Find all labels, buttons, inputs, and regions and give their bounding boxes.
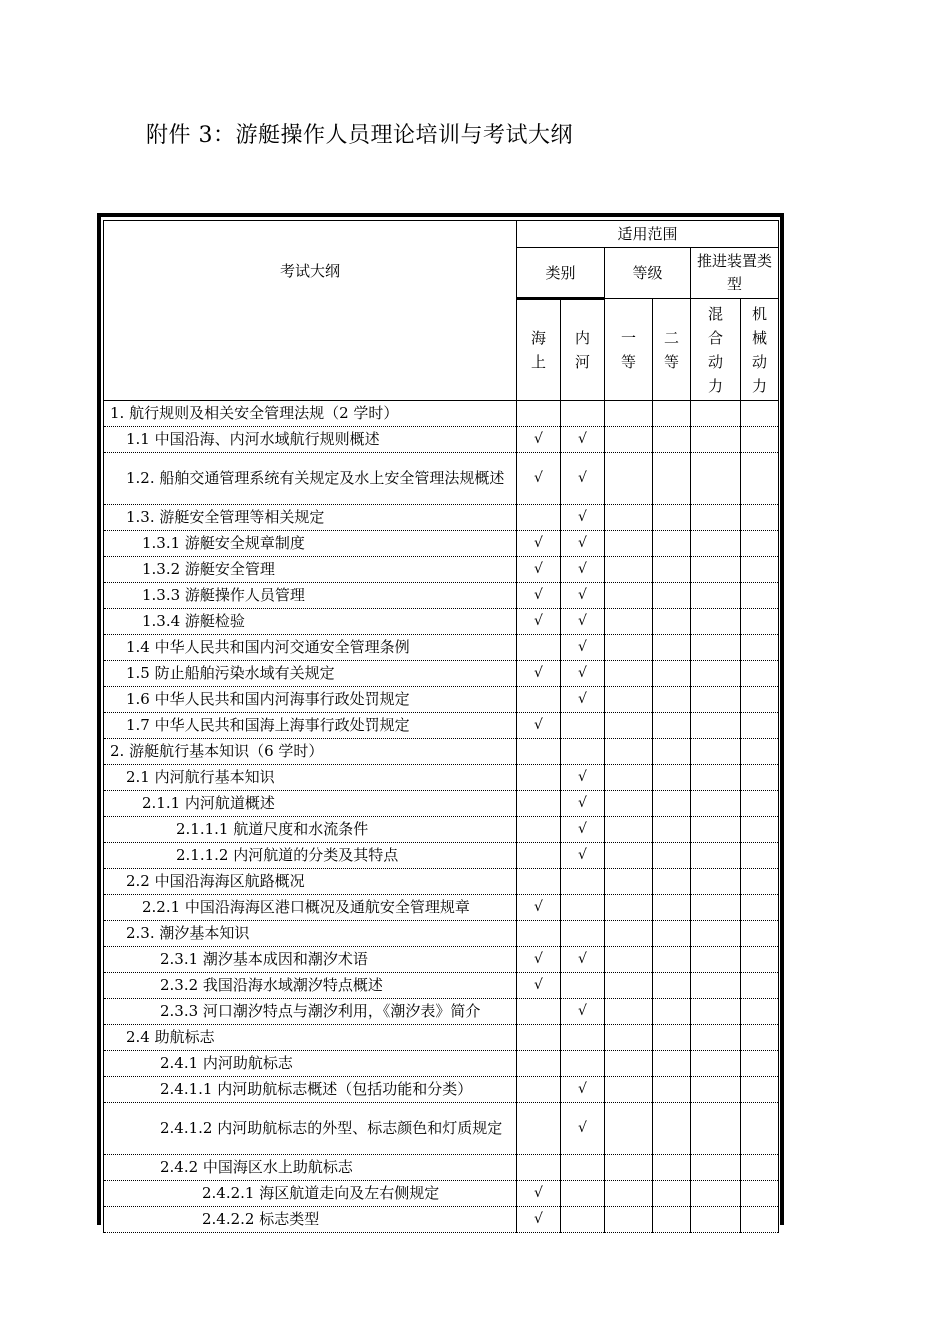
- second-cell: [653, 609, 691, 635]
- second-cell: [653, 687, 691, 713]
- sea-cell: [517, 661, 561, 687]
- row-label: 2.1 内河航行基本知识: [104, 765, 517, 791]
- mechanical-cell: [741, 765, 779, 791]
- river-cell: [561, 1207, 605, 1233]
- table-row: [104, 583, 779, 609]
- row-label: 2.3.3 河口潮汐特点与潮汐利用，《潮汐表》简介: [104, 999, 517, 1025]
- table-row: [104, 817, 779, 843]
- river-cell: [561, 687, 605, 713]
- river-cell: [561, 973, 605, 999]
- table-row: [104, 1207, 779, 1233]
- hybrid-cell: [691, 453, 741, 505]
- river-cell: [561, 1181, 605, 1207]
- first-cell: [605, 401, 653, 427]
- table-row: [104, 1103, 779, 1155]
- hybrid-cell: [691, 1181, 741, 1207]
- hybrid-cell: [691, 973, 741, 999]
- row-label: 1.3.3 游艇操作人员管理: [104, 583, 517, 609]
- row-label: 2.4.2 中国海区水上助航标志: [104, 1155, 517, 1181]
- first-cell: [605, 973, 653, 999]
- row-label: 2.2 中国沿海海区航路概况: [104, 869, 517, 895]
- row-label: 1.5 防止船舶污染水域有关规定: [104, 661, 517, 687]
- row-label: 2.1.1.2 内河航道的分类及其特点: [104, 843, 517, 869]
- table-row: [104, 947, 779, 973]
- hybrid-cell: [691, 739, 741, 765]
- hybrid-cell: [691, 609, 741, 635]
- row-label: 2.2.1 中国沿海海区港口概况及通航安全管理规章: [104, 895, 517, 921]
- mechanical-header: [741, 299, 779, 401]
- sea-cell: [517, 1155, 561, 1181]
- check-mark: √: [534, 613, 543, 629]
- mechanical-cell: [741, 869, 779, 895]
- first-cell: [605, 1103, 653, 1155]
- mechanical-cell: [741, 661, 779, 687]
- hybrid-cell: [691, 557, 741, 583]
- row-label: 1.6 中华人民共和国内河海事行政处罚规定: [104, 687, 517, 713]
- first-cell: [605, 895, 653, 921]
- sea-cell: [517, 635, 561, 661]
- mechanical-cell: [741, 713, 779, 739]
- first-cell: [605, 1077, 653, 1103]
- row-label: 2.4.2.1 海区航道走向及左右侧规定: [104, 1181, 517, 1207]
- first-cell: [605, 739, 653, 765]
- second-cell: [653, 661, 691, 687]
- first-cell: [605, 713, 653, 739]
- table-row: [104, 1155, 779, 1181]
- row-label: 1.3. 游艇安全管理等相关规定: [104, 505, 517, 531]
- hybrid-cell: [691, 1155, 741, 1181]
- second-cell: [653, 843, 691, 869]
- river-cell: [561, 609, 605, 635]
- second-cell: [653, 791, 691, 817]
- table-row: [104, 531, 779, 557]
- hybrid-cell: [691, 817, 741, 843]
- mechanical-cell: [741, 1077, 779, 1103]
- row-label: 2.1.1 内河航道概述: [104, 791, 517, 817]
- category-header: 类别: [517, 248, 605, 299]
- first-cell: [605, 869, 653, 895]
- check-mark: √: [534, 977, 543, 993]
- sea-header-text: 海 上: [530, 329, 546, 371]
- sea-cell: [517, 583, 561, 609]
- mechanical-cell: [741, 453, 779, 505]
- check-mark: √: [578, 665, 587, 681]
- row-label: 2. 游艇航行基本知识（6 学时）: [104, 739, 517, 765]
- river-cell: [561, 1077, 605, 1103]
- first-cell: [605, 1181, 653, 1207]
- mechanical-cell: [741, 1155, 779, 1181]
- hybrid-cell: [691, 843, 741, 869]
- hybrid-cell: [691, 1077, 741, 1103]
- sea-header: [517, 299, 561, 401]
- first-cell: [605, 531, 653, 557]
- sea-cell: [517, 1103, 561, 1155]
- check-mark: √: [578, 951, 587, 967]
- check-mark: √: [534, 561, 543, 577]
- hybrid-cell: [691, 869, 741, 895]
- row-label: 1. 航行规则及相关安全管理法规（2 学时）: [104, 401, 517, 427]
- second-cell: [653, 713, 691, 739]
- page-title: 附件 3：游艇操作人员理论培训与考试大纲: [146, 123, 573, 148]
- check-mark: √: [534, 535, 543, 551]
- second-cell: [653, 635, 691, 661]
- mechanical-cell: [741, 583, 779, 609]
- second-cell: [653, 765, 691, 791]
- second-cell: [653, 1207, 691, 1233]
- sea-cell: [517, 531, 561, 557]
- row-label: 1.3.1 游艇安全规章制度: [104, 531, 517, 557]
- mechanical-cell: [741, 739, 779, 765]
- check-mark: √: [578, 795, 587, 811]
- table-row: [104, 401, 779, 427]
- mechanical-cell: [741, 1181, 779, 1207]
- check-mark: √: [534, 431, 543, 447]
- check-mark: √: [534, 1185, 543, 1201]
- mechanical-cell: [741, 1103, 779, 1155]
- hybrid-cell: [691, 999, 741, 1025]
- table-row: [104, 635, 779, 661]
- row-label: 2.3.1 潮汐基本成因和潮汐术语: [104, 947, 517, 973]
- sea-cell: [517, 1181, 561, 1207]
- mechanical-cell: [741, 921, 779, 947]
- table-row: [104, 557, 779, 583]
- sea-cell: [517, 1051, 561, 1077]
- first-cell: [605, 843, 653, 869]
- row-label: 1.3.2 游艇安全管理: [104, 557, 517, 583]
- table-row: [104, 505, 779, 531]
- table-row: [104, 713, 779, 739]
- sea-cell: [517, 817, 561, 843]
- table-row: [104, 921, 779, 947]
- hybrid-header-text: 混 合 动 力: [707, 304, 723, 395]
- river-cell: [561, 739, 605, 765]
- first-cell: [605, 791, 653, 817]
- second-cell: [653, 1181, 691, 1207]
- first-cell: [605, 765, 653, 791]
- check-mark: √: [534, 665, 543, 681]
- check-mark: √: [578, 587, 587, 603]
- river-header: [561, 299, 605, 401]
- second-cell: [653, 505, 691, 531]
- river-cell: [561, 583, 605, 609]
- row-label: 2.4.1.1 内河助航标志概述（包括功能和分类）: [104, 1077, 517, 1103]
- sea-cell: [517, 765, 561, 791]
- hybrid-cell: [691, 687, 741, 713]
- second-cell: [653, 921, 691, 947]
- second-cell: [653, 453, 691, 505]
- second-cell: [653, 947, 691, 973]
- first-cell: [605, 687, 653, 713]
- table-row: [104, 869, 779, 895]
- mechanical-cell: [741, 817, 779, 843]
- check-mark: √: [534, 899, 543, 915]
- check-mark: √: [534, 587, 543, 603]
- table-row: [104, 1077, 779, 1103]
- mechanical-cell: [741, 427, 779, 453]
- first-cell: [605, 1051, 653, 1077]
- mechanical-cell: [741, 531, 779, 557]
- second-cell: [653, 999, 691, 1025]
- sea-cell: [517, 609, 561, 635]
- sea-cell: [517, 791, 561, 817]
- hybrid-cell: [691, 427, 741, 453]
- table-row: [104, 609, 779, 635]
- second-cell: [653, 1051, 691, 1077]
- mechanical-header-text: 机 械 动 力: [751, 304, 767, 395]
- check-mark: √: [578, 470, 587, 486]
- sea-cell: [517, 999, 561, 1025]
- mechanical-cell: [741, 1025, 779, 1051]
- river-cell: [561, 531, 605, 557]
- hybrid-cell: [691, 1207, 741, 1233]
- second-cell: [653, 427, 691, 453]
- check-mark: √: [578, 535, 587, 551]
- second-cell: [653, 531, 691, 557]
- mechanical-cell: [741, 557, 779, 583]
- mechanical-cell: [741, 609, 779, 635]
- first-cell: [605, 557, 653, 583]
- sea-cell: [517, 453, 561, 505]
- sea-cell: [517, 1077, 561, 1103]
- table-row: [104, 999, 779, 1025]
- sea-cell: [517, 401, 561, 427]
- check-mark: √: [534, 717, 543, 733]
- check-mark: √: [578, 769, 587, 785]
- outline-header: 考试大纲: [104, 221, 517, 401]
- table-row: [104, 791, 779, 817]
- mechanical-cell: [741, 947, 779, 973]
- first-header-text: 一 等: [620, 328, 636, 371]
- hybrid-cell: [691, 765, 741, 791]
- check-mark: √: [534, 470, 543, 486]
- check-mark: √: [534, 951, 543, 967]
- hybrid-header: [691, 299, 741, 401]
- mechanical-cell: [741, 1051, 779, 1077]
- river-cell: [561, 661, 605, 687]
- mechanical-cell: [741, 843, 779, 869]
- first-cell: [605, 1207, 653, 1233]
- river-cell: [561, 895, 605, 921]
- first-cell: [605, 661, 653, 687]
- check-mark: √: [578, 821, 587, 837]
- river-cell: [561, 427, 605, 453]
- river-cell: [561, 505, 605, 531]
- river-cell: [561, 1051, 605, 1077]
- mechanical-cell: [741, 973, 779, 999]
- row-label: 2.3. 潮汐基本知识: [104, 921, 517, 947]
- first-cell: [605, 817, 653, 843]
- first-cell: [605, 999, 653, 1025]
- hybrid-cell: [691, 1103, 741, 1155]
- hybrid-cell: [691, 895, 741, 921]
- river-cell: [561, 635, 605, 661]
- mechanical-cell: [741, 791, 779, 817]
- table-row: [104, 453, 779, 505]
- first-cell: [605, 1025, 653, 1051]
- sea-cell: [517, 687, 561, 713]
- river-cell: [561, 453, 605, 505]
- second-cell: [653, 817, 691, 843]
- mechanical-cell: [741, 999, 779, 1025]
- row-label: 2.4.1.2 内河助航标志的外型、标志颜色和灯质规定: [104, 1103, 517, 1155]
- row-label: 2.1.1.1 航道尺度和水流条件: [104, 817, 517, 843]
- hybrid-cell: [691, 947, 741, 973]
- table-row: [104, 973, 779, 999]
- propulsion-header: [691, 248, 779, 299]
- check-mark: √: [578, 509, 587, 525]
- hybrid-cell: [691, 661, 741, 687]
- first-cell: [605, 427, 653, 453]
- sea-cell: [517, 843, 561, 869]
- sea-cell: [517, 947, 561, 973]
- propulsion-header-text: 推进装置类型: [697, 252, 773, 293]
- river-header-text: 内 河: [574, 329, 590, 371]
- hybrid-cell: [691, 505, 741, 531]
- river-cell: [561, 557, 605, 583]
- second-cell: [653, 1077, 691, 1103]
- row-label: 1.2. 船舶交通管理系统有关规定及水上安全管理法规概述: [104, 453, 517, 505]
- check-mark: √: [534, 1211, 543, 1227]
- second-cell: [653, 1103, 691, 1155]
- river-cell: [561, 947, 605, 973]
- table-row: [104, 1181, 779, 1207]
- sea-cell: [517, 895, 561, 921]
- mechanical-cell: [741, 635, 779, 661]
- scope-header: 适用范围: [517, 221, 779, 248]
- row-label: 1.1 中国沿海、内河水域航行规则概述: [104, 427, 517, 453]
- first-cell: [605, 1155, 653, 1181]
- first-cell: [605, 635, 653, 661]
- check-mark: √: [578, 613, 587, 629]
- mechanical-cell: [741, 505, 779, 531]
- row-label: 2.4.2.2 标志类型: [104, 1207, 517, 1233]
- check-mark: √: [578, 431, 587, 447]
- check-mark: √: [578, 847, 587, 863]
- sea-cell: [517, 713, 561, 739]
- row-label: 1.7 中华人民共和国海上海事行政处罚规定: [104, 713, 517, 739]
- hybrid-cell: [691, 791, 741, 817]
- second-cell: [653, 1025, 691, 1051]
- hybrid-cell: [691, 583, 741, 609]
- river-cell: [561, 1155, 605, 1181]
- river-cell: [561, 1025, 605, 1051]
- sea-cell: [517, 739, 561, 765]
- first-cell: [605, 583, 653, 609]
- river-cell: [561, 999, 605, 1025]
- table-row: [104, 843, 779, 869]
- hybrid-cell: [691, 531, 741, 557]
- hybrid-cell: [691, 635, 741, 661]
- check-mark: √: [578, 561, 587, 577]
- river-cell: [561, 843, 605, 869]
- sea-cell: [517, 557, 561, 583]
- check-mark: √: [578, 691, 587, 707]
- first-cell: [605, 947, 653, 973]
- table-row: [104, 1025, 779, 1051]
- first-header: [605, 299, 653, 401]
- row-label: 1.4 中华人民共和国内河交通安全管理条例: [104, 635, 517, 661]
- table-row: [104, 765, 779, 791]
- river-cell: [561, 1103, 605, 1155]
- second-header: [653, 299, 691, 401]
- check-mark: √: [578, 1081, 587, 1097]
- table-row: [104, 427, 779, 453]
- table-row: [104, 895, 779, 921]
- hybrid-cell: [691, 1051, 741, 1077]
- sea-cell: [517, 973, 561, 999]
- first-cell: [605, 921, 653, 947]
- sea-cell: [517, 1025, 561, 1051]
- second-cell: [653, 869, 691, 895]
- check-mark: √: [578, 639, 587, 655]
- first-cell: [605, 505, 653, 531]
- river-cell: [561, 401, 605, 427]
- river-cell: [561, 713, 605, 739]
- check-mark: √: [578, 1003, 587, 1019]
- grade-header: 等级: [605, 248, 691, 299]
- row-label: 2.4 助航标志: [104, 1025, 517, 1051]
- second-cell: [653, 583, 691, 609]
- row-label: 1.3.4 游艇检验: [104, 609, 517, 635]
- second-header-text: 二 等: [663, 328, 679, 371]
- river-cell: [561, 869, 605, 895]
- hybrid-cell: [691, 713, 741, 739]
- second-cell: [653, 557, 691, 583]
- first-cell: [605, 453, 653, 505]
- second-cell: [653, 973, 691, 999]
- sea-cell: [517, 505, 561, 531]
- river-cell: [561, 921, 605, 947]
- hybrid-cell: [691, 401, 741, 427]
- river-cell: [561, 817, 605, 843]
- row-label: 2.4.1 内河助航标志: [104, 1051, 517, 1077]
- table-row: [104, 687, 779, 713]
- mechanical-cell: [741, 687, 779, 713]
- sea-cell: [517, 427, 561, 453]
- check-mark: √: [578, 1120, 587, 1136]
- table-row: [104, 739, 779, 765]
- table-row: [104, 661, 779, 687]
- mechanical-cell: [741, 1207, 779, 1233]
- second-cell: [653, 739, 691, 765]
- second-cell: [653, 401, 691, 427]
- row-label: 2.3.2 我国沿海水域潮汐特点概述: [104, 973, 517, 999]
- first-cell: [605, 609, 653, 635]
- mechanical-cell: [741, 401, 779, 427]
- river-cell: [561, 791, 605, 817]
- hybrid-cell: [691, 921, 741, 947]
- table-row: [104, 1051, 779, 1077]
- sea-cell: [517, 921, 561, 947]
- sea-cell: [517, 1207, 561, 1233]
- hybrid-cell: [691, 1025, 741, 1051]
- second-cell: [653, 895, 691, 921]
- sea-cell: [517, 869, 561, 895]
- syllabus-table: [103, 220, 779, 1233]
- second-cell: [653, 1155, 691, 1181]
- river-cell: [561, 765, 605, 791]
- mechanical-cell: [741, 895, 779, 921]
